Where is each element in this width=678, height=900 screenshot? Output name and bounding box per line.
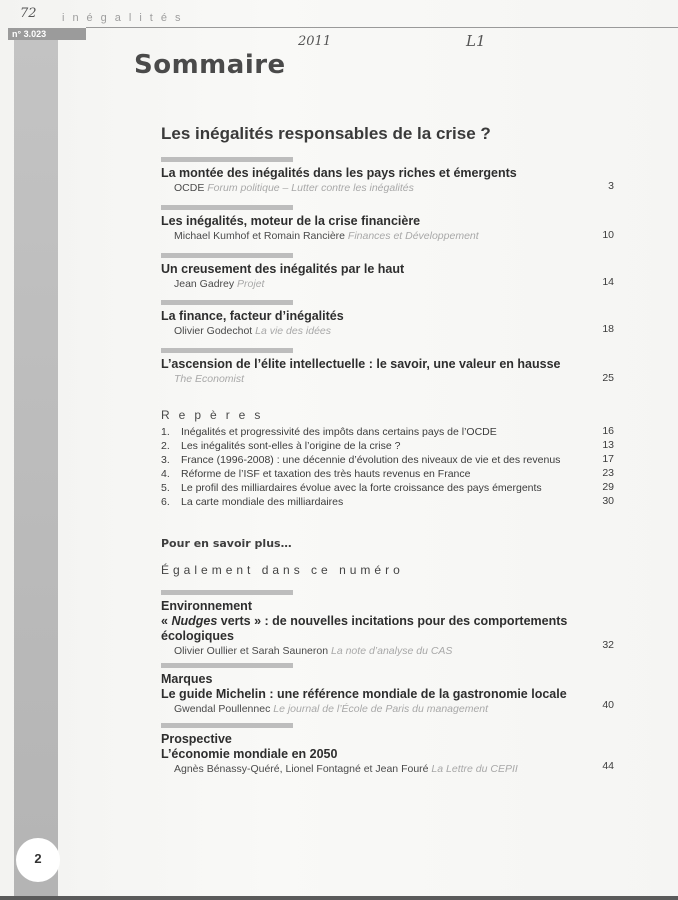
entry-bar [161,590,293,595]
repere-item: 5. Le profil des milliardaires évolue avec la forte croissance des pays émergents [161,482,542,494]
entry-title: L’ascension de l’élite intellectuelle : le savoir, une valeur en hausse [161,357,561,371]
entry-page: 40 [602,699,614,711]
toc-entry [161,348,611,386]
entry-bar [161,723,293,728]
repere-page: 13 [602,439,614,451]
entry-bar [161,205,293,210]
also-in-issue-heading: Également dans ce numéro [161,563,404,577]
entry-page: 25 [602,372,614,384]
entry-page: 32 [602,639,614,651]
entry-source: The Economist [174,373,245,385]
toc-entry [161,723,611,776]
entry-bar [161,253,293,258]
repere-page: 16 [602,425,614,437]
entry-source: Forum politique – Lutter contre les inégalités [207,182,414,194]
entry-author: Olivier Oullier et Sarah Sauneron [174,645,329,657]
entry-source: Le journal de l’École de Paris du management [273,703,489,715]
entry-source: La note d’analyse du CAS [331,645,453,657]
entry-page: 3 [608,180,614,192]
entry-byline [161,229,611,243]
entry-byline [161,277,611,291]
entry-title: L’économie mondiale en 2050 [161,747,338,761]
repere-item: 6. La carte mondiale des milliardaires [161,496,344,508]
entry-bar [161,300,293,305]
entry-title: Les inégalités, moteur de la crise financière [161,214,421,228]
entry-byline [161,372,611,386]
entry-page: 14 [602,276,614,288]
toc-entry [161,157,611,195]
entry-category: Prospective [161,732,232,746]
entry-bar [161,348,293,353]
toc-entry [161,590,611,658]
entry-title: Un creusement des inégalités par le haut [161,262,405,276]
reperes-heading: Repères [161,408,270,422]
entry-title: La finance, facteur d’inégalités [161,309,344,323]
entry-byline [161,181,611,195]
entry-page: 18 [602,323,614,335]
handwritten-note: 72 [20,6,37,21]
repere-item: 1. Inégalités et progressivité des impôts dans certains pays de l’OCDE [161,426,497,438]
repere-page: 30 [602,495,614,507]
entry-page: 44 [602,760,614,772]
entry-bar [161,663,293,668]
entry-author: Michael Kumhof et Romain Rancière [174,230,345,242]
handwritten-year: 2011 [298,34,332,49]
entry-author: Jean Gadrey [174,278,235,290]
entry-byline [161,324,611,338]
entry-title: La montée des inégalités dans les pays riches et émergents [161,166,517,180]
entry-author: Olivier Godechot [174,325,253,337]
repere-item: 4. Réforme de l’ISF et taxation des très hauts revenus en France [161,468,471,480]
entry-author: Agnès Bénassy-Quéré, Lionel Fontagné et Jean Fouré [174,763,429,775]
left-color-band [14,40,58,900]
entry-author: OCDE [174,182,205,194]
issue-number: n° 3.023 [12,29,47,39]
dossier-title: Les inégalités responsables de la crise ? [161,124,491,143]
entry-byline [161,762,611,776]
header-rule [86,27,678,28]
entry-title: « Nudges verts » : de nouvelles incitations pour des comportements écologiques [161,614,568,643]
entry-source: La vie des idées [255,325,332,337]
entry-byline [161,702,611,716]
further-reading-heading: Pour en savoir plus… [161,537,292,550]
repere-page: 17 [602,453,614,465]
page-number: 2 [34,851,42,866]
entry-author: Gwendal Poullennec [174,703,271,715]
repere-item: 2. Les inégalités sont-elles à l’origine de la crise ? [161,440,401,452]
entry-byline [161,644,611,658]
handwritten-mark: L1 [466,32,486,50]
toc-entry [161,205,611,243]
scan-bottom-edge [0,896,678,900]
page-title: Sommaire [134,50,286,80]
entry-title: Le guide Michelin : une référence mondiale de la gastronomie locale [161,687,567,701]
magazine-name: inégalités [62,12,189,24]
toc-entry [161,253,611,291]
entry-page: 10 [602,229,614,241]
entry-source: La Lettre du CEPII [431,763,518,775]
toc-entry [161,300,611,338]
entry-category: Marques [161,672,213,686]
repere-page: 29 [602,481,614,493]
repere-page: 23 [602,467,614,479]
entry-source: Projet [237,278,265,290]
toc-entry [161,663,611,716]
entry-source: Finances et Développement [347,230,479,242]
entry-category: Environnement [161,599,252,613]
entry-bar [161,157,293,162]
repere-item: 3. France (1996-2008) : une décennie d’évolution des niveaux de vie et des revenus [161,454,561,466]
